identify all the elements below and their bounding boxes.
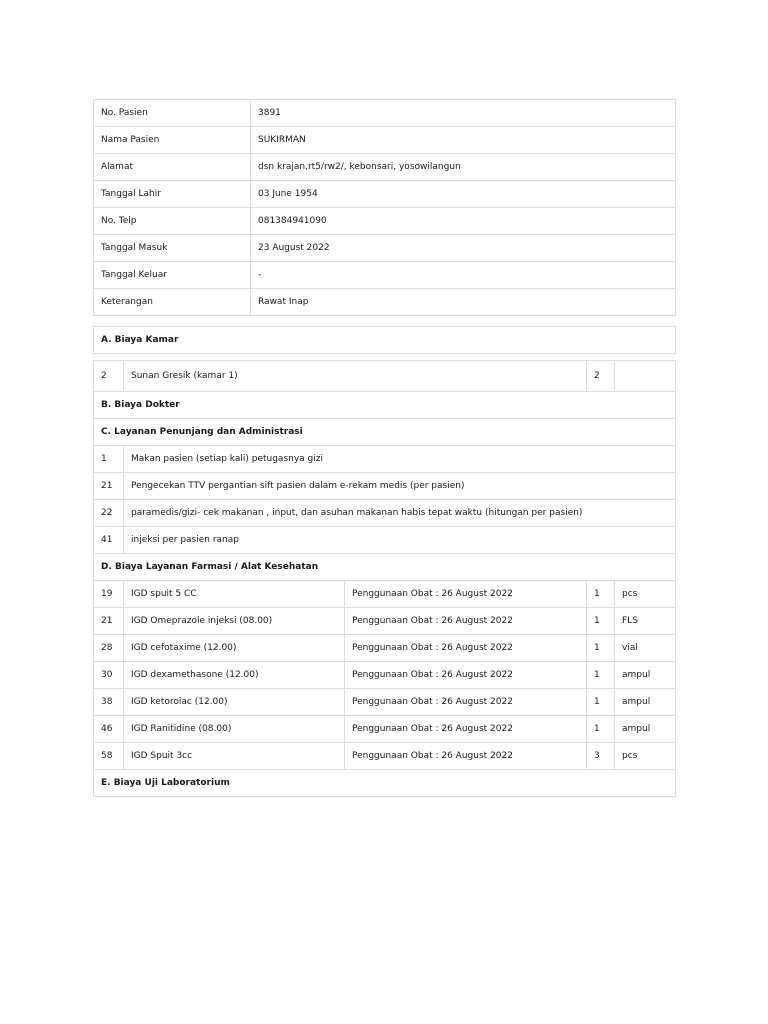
- table-row: [94, 361, 676, 392]
- patient-row-alamat: [94, 154, 676, 181]
- section-title: E. Biaya Uji Laboratorium: [94, 770, 676, 797]
- field-label: Tanggal Lahir: [94, 181, 251, 208]
- item-usage: Penggunaan Obat : 26 August 2022: [345, 608, 587, 635]
- table-row: [94, 473, 676, 500]
- item-name: Makan pasien (setiap kali) petugasnya gizi: [124, 446, 676, 473]
- table-row: [94, 446, 676, 473]
- section-header-layanan-farmasi: [94, 554, 676, 581]
- item-number: 22: [94, 500, 124, 527]
- cost-breakdown-table: [93, 326, 676, 797]
- item-name: IGD Ranitidine (08.00): [124, 716, 345, 743]
- section-title: C. Layanan Penunjang dan Administrasi: [94, 419, 676, 446]
- section-title: D. Biaya Layanan Farmasi / Alat Kesehatan: [94, 554, 676, 581]
- item-usage: Penggunaan Obat : 26 August 2022: [345, 716, 587, 743]
- patient-row-tanggal-lahir: [94, 181, 676, 208]
- field-label: Tanggal Keluar: [94, 262, 251, 289]
- item-qty: 3: [587, 743, 615, 770]
- table-row: [94, 716, 676, 743]
- item-qty: 1: [587, 689, 615, 716]
- field-value: -: [251, 262, 676, 289]
- item-number: 21: [94, 608, 124, 635]
- patient-row-tanggal-masuk: [94, 235, 676, 262]
- item-unit: FLS: [615, 608, 676, 635]
- item-name: IGD ketorolac (12.00): [124, 689, 345, 716]
- field-label: No. Telp: [94, 208, 251, 235]
- item-unit: ampul: [615, 662, 676, 689]
- item-usage: Penggunaan Obat : 26 August 2022: [345, 743, 587, 770]
- item-number: 1: [94, 446, 124, 473]
- item-name: injeksi per pasien ranap: [124, 527, 676, 554]
- item-name: paramedis/gizi- cek makanan , input, dan asuhan makanan habis tepat waktu (hitungan per pasien): [124, 500, 676, 527]
- table-row: [94, 527, 676, 554]
- item-number: 58: [94, 743, 124, 770]
- patient-row-tanggal-keluar: [94, 262, 676, 289]
- item-number: 30: [94, 662, 124, 689]
- item-qty: 1: [587, 716, 615, 743]
- field-label: Tanggal Masuk: [94, 235, 251, 262]
- item-qty: 1: [587, 662, 615, 689]
- item-name: IGD dexamethasone (12.00): [124, 662, 345, 689]
- table-row: [94, 635, 676, 662]
- patient-row-no-pasien: [94, 100, 676, 127]
- item-number: 19: [94, 581, 124, 608]
- item-qty: 1: [587, 608, 615, 635]
- item-name: IGD Spuit 3cc: [124, 743, 345, 770]
- item-number: 28: [94, 635, 124, 662]
- item-unit: pcs: [615, 743, 676, 770]
- item-number: 38: [94, 689, 124, 716]
- item-unit: pcs: [615, 581, 676, 608]
- field-label: No. Pasien: [94, 100, 251, 127]
- item-usage: Penggunaan Obat : 26 August 2022: [345, 662, 587, 689]
- table-row: [94, 500, 676, 527]
- field-label: Nama Pasien: [94, 127, 251, 154]
- section-title: A. Biaya Kamar: [94, 327, 676, 354]
- field-value: dsn krajan,rt5/rw2/, kebonsari, yosowilangun: [251, 154, 676, 181]
- item-empty: [615, 361, 676, 392]
- section-title: B. Biaya Dokter: [94, 392, 676, 419]
- field-value: 3891: [251, 100, 676, 127]
- patient-row-nama-pasien: [94, 127, 676, 154]
- item-usage: Penggunaan Obat : 26 August 2022: [345, 635, 587, 662]
- section-header-layanan-penunjang: [94, 419, 676, 446]
- table-row: [94, 662, 676, 689]
- item-unit: vial: [615, 635, 676, 662]
- table-row: [94, 689, 676, 716]
- item-unit: ampul: [615, 716, 676, 743]
- section-header-biaya-kamar: [94, 327, 676, 354]
- item-number: 46: [94, 716, 124, 743]
- field-value: Rawat Inap: [251, 289, 676, 316]
- item-name: IGD spuit 5 CC: [124, 581, 345, 608]
- section-header-biaya-dokter: [94, 392, 676, 419]
- patient-row-no-telp: [94, 208, 676, 235]
- field-value: 23 August 2022: [251, 235, 676, 262]
- item-qty: 2: [587, 361, 615, 392]
- patient-row-keterangan: [94, 289, 676, 316]
- field-value: 03 June 1954: [251, 181, 676, 208]
- item-name: Pengecekan TTV pergantian sift pasien dalam e-rekam medis (per pasien): [124, 473, 676, 500]
- item-name: IGD cefotaxime (12.00): [124, 635, 345, 662]
- item-name: Sunan Gresik (kamar 1): [124, 361, 587, 392]
- section-header-uji-laboratorium: [94, 770, 676, 797]
- field-label: Keterangan: [94, 289, 251, 316]
- field-label: Alamat: [94, 154, 251, 181]
- item-qty: 1: [587, 581, 615, 608]
- field-value: SUKIRMAN: [251, 127, 676, 154]
- patient-info-table: [93, 99, 676, 316]
- item-number: 41: [94, 527, 124, 554]
- item-qty: 1: [587, 635, 615, 662]
- table-row: [94, 743, 676, 770]
- item-usage: Penggunaan Obat : 26 August 2022: [345, 689, 587, 716]
- item-number: 21: [94, 473, 124, 500]
- item-unit: ampul: [615, 689, 676, 716]
- item-name: IGD Omeprazole injeksi (08.00): [124, 608, 345, 635]
- field-value: 081384941090: [251, 208, 676, 235]
- item-number: 2: [94, 361, 124, 392]
- item-usage: Penggunaan Obat : 26 August 2022: [345, 581, 587, 608]
- table-row: [94, 581, 676, 608]
- table-row: [94, 608, 676, 635]
